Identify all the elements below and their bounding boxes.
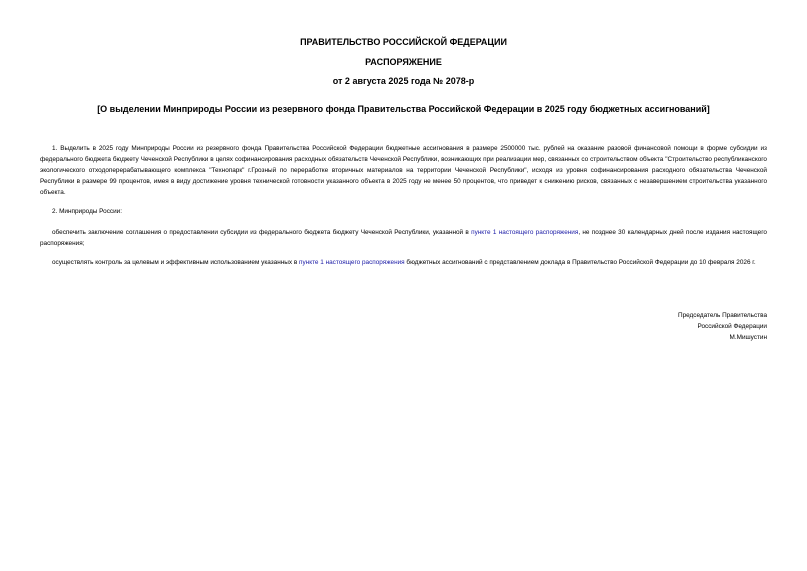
paragraph-3-link[interactable]: пункте 1 настоящего распоряжения — [471, 229, 579, 236]
paragraph-2: 2. Минприроды России: — [52, 208, 123, 215]
signature-position-line-2: Российской Федерации — [697, 323, 767, 330]
document-type-heading: РАСПОРЯЖЕНИЕ — [365, 57, 442, 67]
paragraph-4-link[interactable]: пункте 1 настоящего распоряжения — [299, 259, 405, 266]
paragraph-4-text-after: бюджетных ассигнований с представлением доклада в Правительство Российской Федерации до 10 февраля 2026 г. — [404, 259, 756, 266]
document-date-number: от 2 августа 2025 года № 2078-р — [332, 76, 475, 86]
signature-name: М.Мишустин — [729, 334, 767, 341]
signature-position-line-1: Председатель Правительства — [678, 312, 767, 319]
paragraph-4-text-before: осуществлять контроль за целевым и эффективным использованием указанных в — [52, 259, 300, 266]
paragraph-3-text-after: , не позднее 30 календарных дней после издания настоящего распоряжения; — [40, 229, 767, 247]
paragraph-1: 1. Выделить в 2025 году Минприроды России из резервного фонда Правительства Российской Федерации бюджетные ассигнования в размере 2500000 тыс. рублей на оказание разовой финансовой помощи в форме субсидии из федерального бюджета бюджету Чеченской Республики в целях софинансирования расходных обязательств Чеченской Республики, возникающих при реализации мер, связанных со строительством объекта "Строительство республиканского экологического отходоперерабатывающего комплекса "Технопарк" г.Грозный по переработке вторичных материалов на территории Чеченской Республики", исходя из уровня софинансирования расходного обязательства Чеченской Республики в размере 99 процентов, имея в виду достижение уровня технической готовности указанного объекта в 2025 году не менее 50 процентов, что приведет к снижению рисков, связанных с незавершением строительства указанного объекта. — [40, 145, 767, 196]
government-heading: ПРАВИТЕЛЬСТВО РОССИЙСКОЙ ФЕДЕРАЦИИ — [300, 37, 507, 47]
paragraph-3-text-before: обеспечить заключение соглашения о предоставлении субсидии из федерального бюджета бюджету Чеченской Республики, указанной в — [52, 229, 472, 236]
signature-block — [678, 310, 767, 343]
paragraph-3 — [40, 227, 767, 249]
document-title: [О выделении Минприроды России из резервного фонда Правительства Российской Федерации в 2025 году бюджетных ассигнований] — [97, 104, 710, 114]
paragraph-4 — [40, 257, 767, 268]
